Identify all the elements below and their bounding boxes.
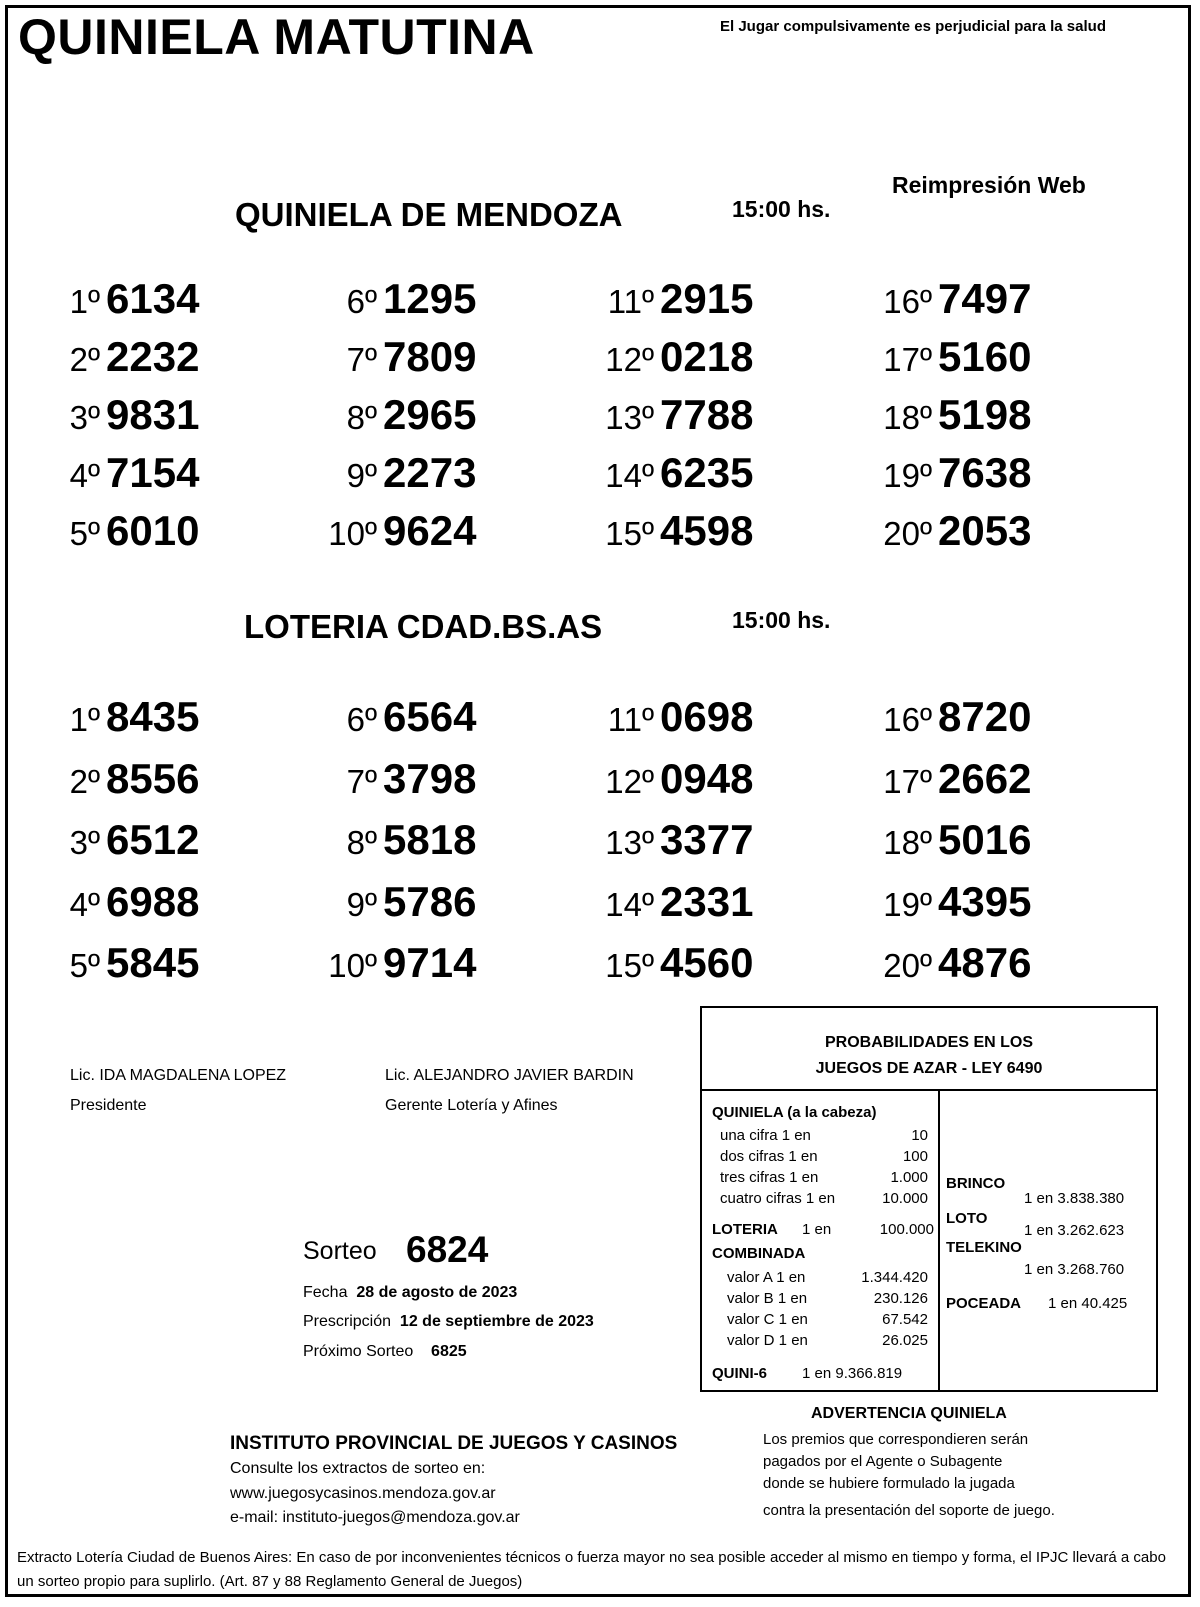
- result-number: 0698: [660, 693, 754, 740]
- result-number: 5016: [938, 816, 1032, 863]
- result-number: 9714: [383, 939, 477, 986]
- result-position: 9º: [346, 885, 377, 923]
- institute-line1: Consulte los extractos de sorteo en:: [230, 1460, 486, 1477]
- result-entry: [584, 391, 753, 439]
- result-number: 2232: [106, 333, 200, 380]
- result-number: 2331: [660, 877, 754, 925]
- result-position: 19º: [883, 885, 932, 923]
- result-number: 2662: [938, 754, 1032, 802]
- result-position: 15º: [605, 947, 654, 984]
- bsas-time: 15:00 hs.: [732, 607, 831, 633]
- result-position: 18º: [883, 399, 932, 436]
- result-position: 2º: [69, 762, 100, 800]
- result-number: 8435: [106, 693, 200, 740]
- result-position: 5º: [69, 515, 100, 552]
- president-name: Lic. IDA MAGDALENA LOPEZ: [70, 1067, 287, 1084]
- brinco-prob-label: BRINCO: [946, 1175, 1006, 1192]
- result-position: 16º: [883, 283, 932, 320]
- result-position: 12º: [605, 762, 654, 800]
- result-number: 0948: [660, 754, 754, 802]
- prescripcion-value: 12 de septiembre de 2023: [399, 1313, 594, 1330]
- result-entry: [30, 878, 199, 926]
- result-entry: [862, 755, 1031, 803]
- result-entry: [307, 391, 476, 439]
- result-number: 0218: [660, 333, 754, 380]
- fecha-label: Fecha: [303, 1284, 348, 1301]
- result-position: 4º: [69, 457, 100, 494]
- result-number: 6564: [383, 693, 477, 740]
- prescripcion-label: Prescripción: [303, 1313, 392, 1330]
- result-number: 6235: [660, 449, 754, 496]
- result-number: 7497: [938, 275, 1032, 322]
- result-number: 5160: [938, 333, 1032, 380]
- result-position: 15º: [605, 515, 654, 552]
- result-number: 5818: [383, 816, 477, 863]
- result-entry: [307, 507, 476, 555]
- disclaimer: Extracto Lotería Ciudad de Buenos Aires: En caso de por inconvenientes técnicos o fuerza mayor no sea posible acceder al mismo en tiempo y forma, el IPJC llevará a cabo un sorteo propio para suplirlo. (Art. 87 y 88 Reglamento General de Juegos): [17, 1549, 1166, 1590]
- advertencia-line1: Los premios que correspondieren serán: [763, 1431, 1029, 1448]
- result-entry: [862, 333, 1031, 381]
- result-number: 7809: [383, 333, 477, 380]
- result-entry: [30, 693, 199, 741]
- prob-row-value: 10: [911, 1127, 928, 1144]
- loteria-prob-mid: 1 en: [802, 1221, 832, 1238]
- result-number: 7788: [660, 391, 754, 438]
- result-entry: [584, 693, 753, 741]
- result-number: 7154: [106, 449, 200, 496]
- prob-row-label: una cifra 1 en: [720, 1127, 811, 1144]
- result-position: 10º: [328, 515, 377, 552]
- institute-email[interactable]: e-mail: instituto-juegos@mendoza.gov.ar: [230, 1509, 520, 1526]
- institute-website[interactable]: www.juegosycasinos.mendoza.gov.ar: [230, 1485, 496, 1502]
- quiniela-prob-title: QUINIELA (a la cabeza): [712, 1104, 877, 1121]
- proximo-row: [303, 1343, 467, 1361]
- result-position: 6º: [346, 283, 377, 320]
- advertencia-title: ADVERTENCIA QUINIELA: [811, 1405, 1007, 1422]
- result-entry: [30, 816, 199, 864]
- result-entry: [862, 275, 1031, 323]
- result-position: 20º: [883, 947, 932, 984]
- result-number: 4598: [660, 507, 754, 554]
- result-position: 17º: [883, 762, 932, 800]
- result-entry: [862, 693, 1031, 741]
- result-number: 2915: [660, 275, 754, 322]
- advertencia-line3: donde se hubiere formulado la jugada: [763, 1475, 1015, 1492]
- manager-name: Lic. ALEJANDRO JAVIER BARDIN: [385, 1067, 634, 1084]
- result-position: 4º: [69, 885, 100, 923]
- loteria-prob-label: LOTERIA: [712, 1221, 778, 1238]
- advertencia-line4: contra la presentación del soporte de juego.: [763, 1502, 1055, 1519]
- result-number: 6512: [106, 816, 200, 863]
- result-entry: [584, 449, 753, 497]
- result-position: 2º: [69, 341, 100, 378]
- result-position: 11º: [607, 283, 654, 320]
- mendoza-time: 15:00 hs.: [732, 196, 831, 222]
- fecha-row: [303, 1284, 517, 1302]
- quini6-prob-value: 1 en 9.366.819: [802, 1365, 903, 1382]
- manager-role: Gerente Lotería y Afines: [385, 1097, 558, 1114]
- proximo-label: Próximo Sorteo: [303, 1343, 414, 1360]
- result-number: 6988: [106, 877, 200, 925]
- result-entry: [30, 333, 199, 381]
- mendoza-title: QUINIELA DE MENDOZA: [235, 196, 623, 233]
- result-entry: [30, 391, 199, 439]
- prescripcion-row: [303, 1313, 594, 1331]
- result-position: 5º: [69, 947, 100, 984]
- result-position: 7º: [346, 762, 377, 800]
- quini6-prob-label: QUINI-6: [712, 1365, 768, 1382]
- result-entry: [307, 333, 476, 381]
- result-number: 3798: [383, 754, 477, 802]
- result-position: 14º: [605, 457, 654, 494]
- prob-row-value: 100: [902, 1148, 928, 1165]
- prob-row-label: tres cifras 1 en: [720, 1169, 819, 1186]
- result-entry: [30, 449, 199, 497]
- page-title: QUINIELA MATUTINA: [18, 9, 535, 65]
- result-number: 3377: [660, 816, 754, 863]
- poceada-prob-value: 1 en 40.425: [1048, 1295, 1128, 1312]
- probabilities-title-1: PROBABILIDADES EN LOS: [824, 1034, 1033, 1051]
- result-position: 3º: [69, 399, 100, 436]
- result-entry: [584, 507, 753, 555]
- sorteo-label: Sorteo: [303, 1237, 377, 1265]
- result-number: 2273: [383, 449, 477, 496]
- result-position: 3º: [69, 824, 100, 861]
- result-position: 9º: [346, 457, 377, 494]
- result-entry: [584, 816, 753, 864]
- result-entry: [862, 391, 1031, 439]
- result-position: 13º: [605, 824, 654, 861]
- result-entry: [307, 755, 476, 803]
- result-entry: [307, 693, 476, 741]
- prob-row-label: valor A 1 en: [727, 1269, 806, 1286]
- result-number: 5845: [106, 939, 200, 986]
- probabilities-divider: [938, 1091, 940, 1390]
- result-position: 20º: [883, 515, 932, 552]
- result-position: 1º: [69, 701, 100, 738]
- probabilities-box: [700, 1006, 1158, 1392]
- result-number: 8720: [938, 693, 1032, 740]
- result-number: 9624: [383, 507, 477, 554]
- result-number: 5198: [938, 391, 1032, 438]
- prob-row-value: 1.344.420: [861, 1269, 928, 1286]
- sorteo-number: 6824: [406, 1229, 489, 1270]
- result-entry: [30, 507, 199, 555]
- result-position: 8º: [346, 399, 377, 436]
- result-position: 18º: [883, 824, 932, 861]
- result-entry: [30, 939, 199, 987]
- president-role: Presidente: [70, 1097, 147, 1114]
- poceada-prob-label: POCEADA: [946, 1295, 1022, 1312]
- result-entry: [307, 939, 476, 987]
- loto-prob-value: 1 en 3.262.623: [1024, 1222, 1125, 1239]
- bsas-title: LOTERIA CDAD.BS.AS: [244, 608, 603, 645]
- prob-row-value: 67.542: [882, 1311, 928, 1328]
- result-entry: [584, 755, 753, 803]
- result-position: 17º: [883, 341, 932, 378]
- result-number: 6010: [106, 507, 200, 554]
- result-number: 5786: [383, 877, 477, 925]
- result-position: 1º: [69, 283, 100, 320]
- prob-row-label: dos cifras 1 en: [720, 1148, 818, 1165]
- result-position: 14º: [605, 885, 654, 923]
- loto-prob-label: LOTO: [946, 1210, 988, 1227]
- result-entry: [862, 507, 1031, 555]
- health-warning: El Jugar compulsivamente es perjudicial para la salud: [720, 18, 1106, 35]
- result-number: 2965: [383, 391, 477, 438]
- result-position: 8º: [346, 824, 377, 861]
- result-number: 4560: [660, 939, 754, 986]
- reprint-label: Reimpresión Web: [892, 172, 1086, 198]
- advertencia-line2: pagados por el Agente o Subagente: [763, 1453, 1003, 1470]
- prob-row-label: valor D 1 en: [727, 1332, 808, 1349]
- fecha-value: 28 de agosto de 2023: [356, 1284, 518, 1301]
- result-entry: [584, 878, 753, 926]
- result-number: 2053: [938, 507, 1032, 554]
- prob-row-label: cuatro cifras 1 en: [720, 1190, 836, 1207]
- result-entry: [307, 275, 476, 323]
- result-position: 11º: [607, 701, 654, 738]
- result-number: 8556: [106, 754, 200, 802]
- telekino-prob-value: 1 en 3.268.760: [1024, 1261, 1125, 1278]
- result-number: 1295: [383, 275, 477, 322]
- probabilities-header: [702, 1008, 1156, 1091]
- proximo-value: 6825: [431, 1343, 467, 1360]
- result-position: 16º: [883, 701, 932, 738]
- loteria-prob-value: 100.000: [879, 1221, 934, 1238]
- prob-row-label: valor C 1 en: [727, 1311, 808, 1328]
- result-position: 6º: [346, 701, 377, 738]
- result-entry: [862, 816, 1031, 864]
- result-entry: [307, 878, 476, 926]
- combinada-prob-title: COMBINADA: [712, 1245, 806, 1262]
- result-entry: [584, 275, 753, 323]
- prob-row-value: 1.000: [890, 1169, 928, 1186]
- result-entry: [307, 449, 476, 497]
- result-number: 6134: [106, 275, 200, 322]
- prob-row-value: 26.025: [882, 1332, 928, 1349]
- result-number: 4876: [938, 939, 1032, 986]
- probabilities-title-2: JUEGOS DE AZAR - LEY 6490: [815, 1060, 1043, 1077]
- result-entry: [862, 939, 1031, 987]
- result-entry: [30, 755, 199, 803]
- result-position: 10º: [328, 947, 377, 984]
- telekino-prob-label: TELEKINO: [946, 1239, 1022, 1256]
- brinco-prob-value: 1 en 3.838.380: [1024, 1190, 1125, 1207]
- result-entry: [30, 275, 199, 323]
- result-entry: [862, 878, 1031, 926]
- result-position: 19º: [883, 457, 932, 494]
- result-number: 7638: [938, 449, 1032, 496]
- result-entry: [584, 939, 753, 987]
- result-entry: [862, 449, 1031, 497]
- result-entry: [307, 816, 476, 864]
- institute-name: INSTITUTO PROVINCIAL DE JUEGOS Y CASINOS: [230, 1433, 678, 1454]
- result-position: 12º: [605, 341, 654, 378]
- prob-row-value: 230.126: [873, 1290, 928, 1307]
- prob-row-value: 10.000: [882, 1190, 928, 1207]
- prob-row-label: valor B 1 en: [727, 1290, 808, 1307]
- result-number: 9831: [106, 391, 200, 438]
- result-entry: [584, 333, 753, 381]
- result-number: 4395: [938, 877, 1032, 925]
- result-position: 13º: [605, 399, 654, 436]
- result-position: 7º: [346, 341, 377, 378]
